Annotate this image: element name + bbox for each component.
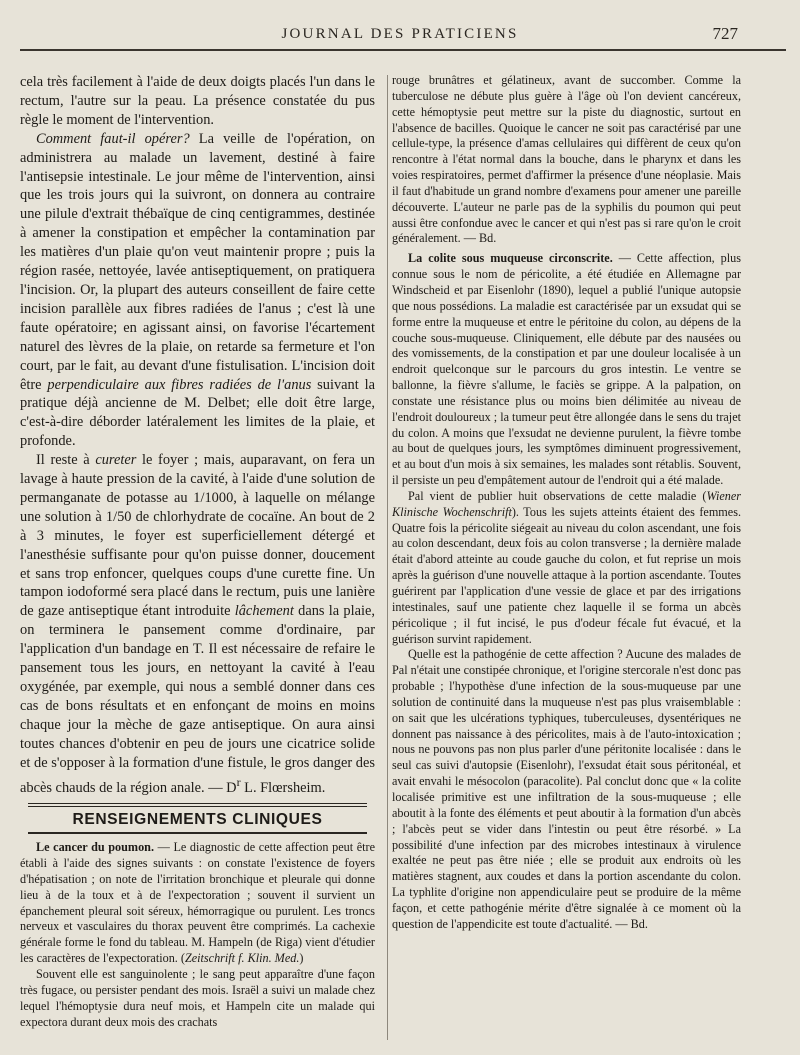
right-column xyxy=(392,73,741,1045)
paragraph-text: — Cette affection, plus connue sous le nom de péricolite, a été étudiée en Allemagne par Windscheid et par Eisenlohr (1890), lequel a publié l'unique autopsie que nous possédions. La maladie est caractérisée par un exsudat qui se forme entre la muqueuse et entre le péritoine du colon, au dépens de la couche sous-muqueuse. Cliniquement, elle débute par des nausées ou des vomissements, de la constipation et par une douleur localisée à un endroit quelconque sur le parcours du gros intestin. Le ventre se ballonne, la fièvre s'allume, le faciès se grippe. A la palpation, on constate une résistance plus ou moins bien délimitée au niveau de l'endroit douloureux ; la tumeur peut être allongée dans le sens du trajet du colon. A moins que l'exsudat ne devienne purulent, la fièvre tombe au bout de quelques jours, les symptômes diminuent progressivement, et au bout d'un mois à six semaines, les malades sont rétablis. Souvent, il persiste un peu d'empâtement autour de l'endroit qui a été malade. xyxy=(392,251,741,488)
section-rule xyxy=(28,832,367,834)
paragraph-text: le foyer ; mais, auparavant, on fera un lavage à haute pression de la cavité, à l'aide d'une solution de permanganate de potasse au 1/1000, à laquelle on mélange une solution à 1/50 de chlorhydrate de cocaïne. An bout de 2 à 3 minutes, le foyer est superficiellement détergé et l'anesthésie suffisante pour qu'on puisse donner, doucement et sans trop enfoncer, quelques coups d'une curette fine. Un tampon iodoformé sera placé dans le rectum, puis une lanière de gaze antiseptique étant introduite xyxy=(20,452,375,620)
paragraph-text: Pal vient de publier huit observations de cette maladie ( xyxy=(408,488,707,503)
paragraph-observations xyxy=(392,489,741,647)
emphasis-text: lâchement xyxy=(234,603,294,620)
page-number: 727 xyxy=(712,24,738,43)
running-title: JOURNAL DES PRATICIENS xyxy=(281,26,519,42)
paragraph-lung-cancer xyxy=(20,840,375,967)
article-lung-cancer xyxy=(20,840,375,1030)
section-rule xyxy=(28,806,367,807)
title-superscript: r xyxy=(236,774,241,789)
section-rule xyxy=(28,803,367,804)
author-signature: L. Flœrsheim. xyxy=(240,779,326,796)
citation-text: Zeitschrift f. Klin. Med. xyxy=(184,951,300,966)
column-divider xyxy=(387,75,388,1040)
paragraph-text: ). Tous les sujets atteints étaient des femmes. Quatre fois la péricolite siégeait au niveau du colon ascendant, une fois au colon descendant, deux fois au colon transverse ; la dernière malade était d'abord atteinte au coude gauche du colon, et fut reprise un mois après la guérison d'une nouvelle attaque à la portion ascendante. Toutes guérirent par l'application d'une vessie de glace et par des irrigations intestinales, sauf une patiente chez laquelle il se forma un abcès péricolique ; il fut incisé, le pus d'odeur fécale fut évacué, et la guérison survint rapidement. xyxy=(392,504,741,646)
paragraph-text: Il reste à xyxy=(36,452,96,469)
paragraph-curettage xyxy=(20,451,375,797)
paragraph-hemoptysis: Souvent elle est sanguinolente ; le sang peut apparaître d'une façon très fugace, ou persister pendant des mois. Israël a suivi un malade chez lequel l'hémoptysie dura neuf mois, et Hampeln cite un malade qui expectora durant deux mois des crachats xyxy=(20,966,375,1029)
paragraph-pathogeny: Quelle est la pathogénie de cette affection ? Aucune des malades de Pal n'était une constipée chronique, et l'origine stercorale n'est donc pas probable ; l'hypothèse d'une infection de la sous-muqueuse par une solution de continuité dans la muqueuse n'est pas plus vraisemblable : on sait que les ulcérations typhiques, tuberculeuses, dysentériques ne donnent pas naissance à des péricolites, mais à de l'auto-intoxication ; nous ne pouvons pas non plus parler d'une péritonite localisée : dans le seul cas suivi d'autopsie (Eisenlohr), l'exsudat était sous péritonéal, et avait envahi le mésocolon (paracolite). Pal conclut donc que « la colite localisée primitive est une infiltration de la sous-muqueuse ; elle aboutit à la fonte des éléments et peut aboutir à la formation d'un abcès ; l'abcès peut se vider dans l'intestin ou peut être résorbé. » La possibilité d'une infection par des microbes intestinaux à virulence exaltée ne peut pas être niée ; elle se produit aux endroits où les matières stagnent, aux coudes et dans la portion ascendante du colon. La typhlite d'origine non appendiculaire peut se produire de la même façon, et cette pathogénie mérite d'être signalée à ce moment où la question de l'appendicite est toute d'actualité. — Bd. xyxy=(392,647,741,931)
paragraph-text: La veille de l'opération, on administrera au malade un lavement, destiné à faire l'antisepsie intestinale. Le jour même de l'intervention, ainsi que les trois jours qui la suivront, on donnera au contraire une pilule d'extrait thébaïque de cinq centigrammes, destinée à amener la constipation et empêcher la contamination par les matières d'un plaie qu'on veut maintenir propre ; puis la région rasée, nettoyée, lavée antiseptiquement, on pratiquera l'incision. Or, la plupart des auteurs conseillent de faire cette incision parallèle aux fibres radiées de l'anus ; c'est là une faute opératoire; en agissant ainsi, on favorise l'écartement naturel des lèvres de la plaie, on retarde sa fermeture et l'on court, par le fait, au devant d'une fistulisation. L'incision doit être xyxy=(20,130,375,393)
citation-text: Wiener Klinische Wochenschrift xyxy=(392,488,741,519)
paragraph-operation xyxy=(20,130,375,451)
page-header xyxy=(0,22,800,52)
section-heading: RENSEIGNEMENTS CLINIQUES xyxy=(72,811,323,829)
emphasis-text: cureter xyxy=(95,452,137,469)
left-column xyxy=(20,73,375,1045)
header-rule xyxy=(20,49,786,51)
article-title: La colite sous muqueuse circonscrite. xyxy=(408,251,613,266)
paragraph-continuation: cela très facilement à l'aide de deux doigts placés l'un dans le rectum, l'autre sur la peau. La présence constatée du pus règle le moment de l'intervention. xyxy=(20,74,375,128)
emphasis-text: perpendiculaire aux fibres radiées de l'anus xyxy=(47,376,312,393)
paragraph-text: ) xyxy=(299,951,304,966)
paragraph-lead-italic: Comment faut-il opérer? xyxy=(36,130,190,147)
paragraph-text: suivant la pratique déjà ancienne de M. Delbet; elle doit être large, c'est-à-dire déborder latéralement les limites de la plaie, et profonde. xyxy=(20,376,375,450)
paragraph-text: dans la plaie, on terminera le pansement comme d'ordinaire, par l'application d'un bandage en T. Il est nécessaire de refaire le pansement tous les jours, en nettoyant la cavité à l'eau oxygénée, par exemple, qui nous a semblé donner dans ces cas de bons résultats et en enfonçant de moins en moins chaque jour la mèche de gaze antiseptique. On aura ainsi toutes chances d'obtenir en peu de jours une cicatrice solide et de s'opposer à la formation d'une fistule, le gros danger des abcès chauds de la région anale. — D xyxy=(20,603,375,796)
paragraph-text: — Le diagnostic de cette affection peut être établi à l'aide des signes suivants : on constate l'existence de foyers d'hépatisation ; on note de l'irritation bronchique et pleurale qui donne lieu à de la toux et à de l'expectoration ; souvent il survient un épanchement pleural soit séreux, hémorragique ou purulent. Les troncs nerveux et vasculaires du thorax peuvent être comprimés. La cachexie générale forme le fond du tableau. M. Hampeln (de Riga) vient d'étudier les caractères de l'expectoration. ( xyxy=(20,840,375,966)
paragraph-colitis xyxy=(392,251,741,489)
article-title: Le cancer du poumon. xyxy=(36,840,154,855)
paragraph-continuation: rouge brunâtres et gélatineux, avant de succomber. Comme la tuberculose ne débute plus guère à l'âge où l'on devient cancéreux, cette hémoptysie peut mettre sur la piste du diagnostic, surtout en l'absence de bacilles. Quoique le cancer ne soit pas caractérisé par une cellule-type, la présence d'amas cellulaires qui diffèrent de ceux qu'on rencontre à l'état normal dans la bouche, dans le pharynx et dans les voies respiratoires, permet d'affirmer la présence d'une néoplasie. Mais il faut d'habitude un grand nombre d'examens pour amener une pareille découverte. L'auteur ne parle pas de la syphilis du poumon qui peut aussi être confondue avec le cancer et qui n'est pas si rare qu'on le croit généralement. — Bd. xyxy=(392,73,741,246)
